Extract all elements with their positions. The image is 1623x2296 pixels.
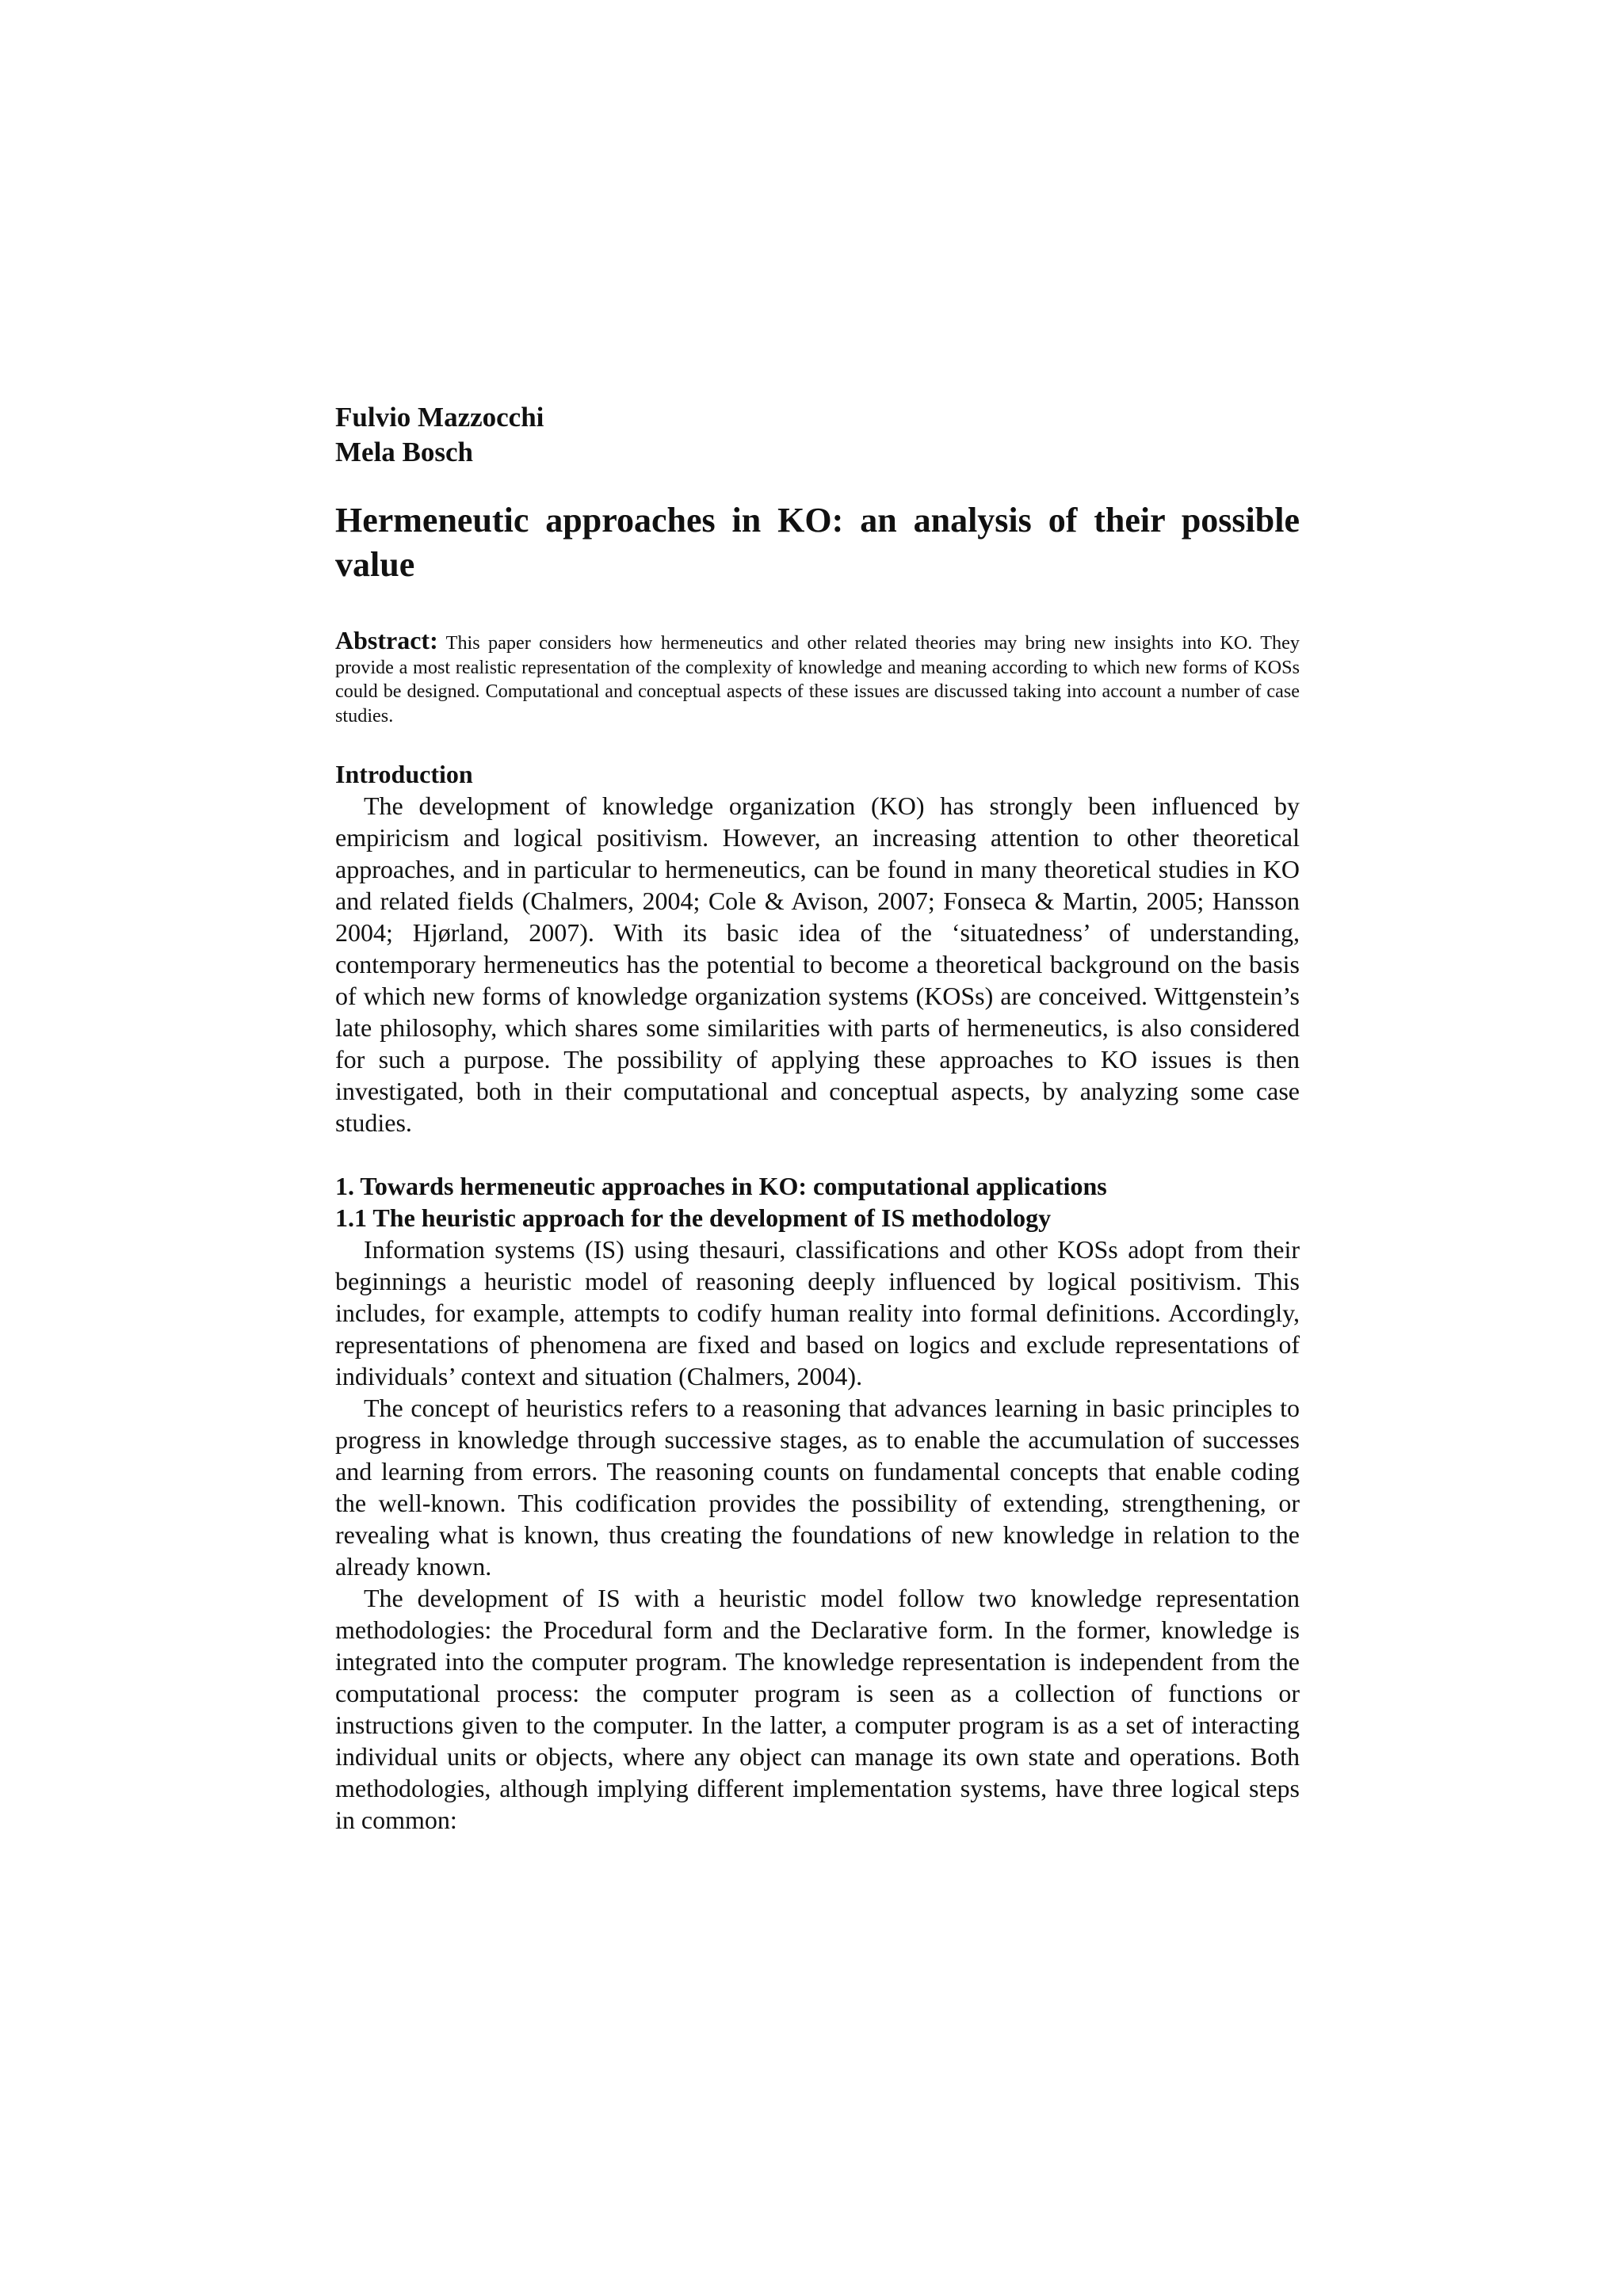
author-list <box>335 400 1300 470</box>
abstract-text: This paper considers how hermeneutics and other related theories may bring new insights into KO. They provide a most realistic representation of the complexity of knowledge and meaning according to which new forms of KOSs could be designed. Computational and conceptual aspects of these issues are discussed taking into account a number of case studies. <box>335 632 1300 727</box>
paper-page <box>335 400 1300 1836</box>
body-paragraph: The concept of heuristics refers to a reasoning that advances learning in basic principles to progress in knowledge through successive stages, as to enable the accumulation of successes and learning from errors. The reasoning counts on fundamental concepts that enable coding the well-known. This codification provides the possibility of extending, strengthening, or revealing what is known, thus creating the foundations of new knowledge in relation to the already known. <box>335 1394 1300 1581</box>
introduction-paragraph: The development of knowledge organization (KO) has strongly been influenced by empiricism and logical positivism. However, an increasing attention to other theoretical approaches, and in particular to hermeneutics, can be found in many theoretical studies in KO and related fields (Chalmers, 2004; Cole & Avison, 2007; Fonseca & Martin, 2005; Hansson 2004; Hjørland, 2007). With its basic idea of the ‘situatedness’ of understanding, contemporary hermeneutics has the potential to become a theoretical background on the basis of which new forms of knowledge organization systems (KOSs) are conceived. Wittgenstein’s late philosophy, which shares some similarities with parts of hermeneutics, is also considered for such a purpose. The possibility of applying these approaches to KO issues is then investigated, both in their computational and conceptual aspects, by analyzing some case studies. <box>335 791 1300 1137</box>
body-paragraph: The development of IS with a heuristic model follow two knowledge representation methodologies: the Procedural form and the Declarative form. In the former, knowledge is integrated into the computer program. The knowledge representation is independent from the computational process: the computer program is seen as a collection of functions or instructions given to the computer. In the latter, a computer program is as a set of interacting individual units or objects, where any object can manage its own state and operations. Both methodologies, although implying different implementation systems, have three logical steps in common: <box>335 1584 1300 1834</box>
author-name: Fulvio Mazzocchi <box>335 402 544 433</box>
abstract-label: Abstract: <box>335 626 438 654</box>
section-1-1-heading: 1.1 The heuristic approach for the development of IS methodology <box>335 1203 1052 1232</box>
introduction-heading: Introduction <box>335 760 473 788</box>
section-1-heading: 1. Towards hermeneutic approaches in KO: computational applications <box>335 1172 1107 1200</box>
author-name: Mela Bosch <box>335 437 474 467</box>
body-paragraph: Information systems (IS) using thesauri, classifications and other KOSs adopt from their beginnings a heuristic model of reasoning deeply influenced by logical positivism. This includes, for example, attempts to codify human reality into formal definitions. Accordingly, representations of phenomena are fixed and based on logics and exclude representations of individuals’ context and situation (Chalmers, 2004). <box>335 1235 1300 1390</box>
abstract <box>335 628 1300 728</box>
paper-title: Hermeneutic approaches in KO: an analysis of their possible value <box>335 501 1300 584</box>
